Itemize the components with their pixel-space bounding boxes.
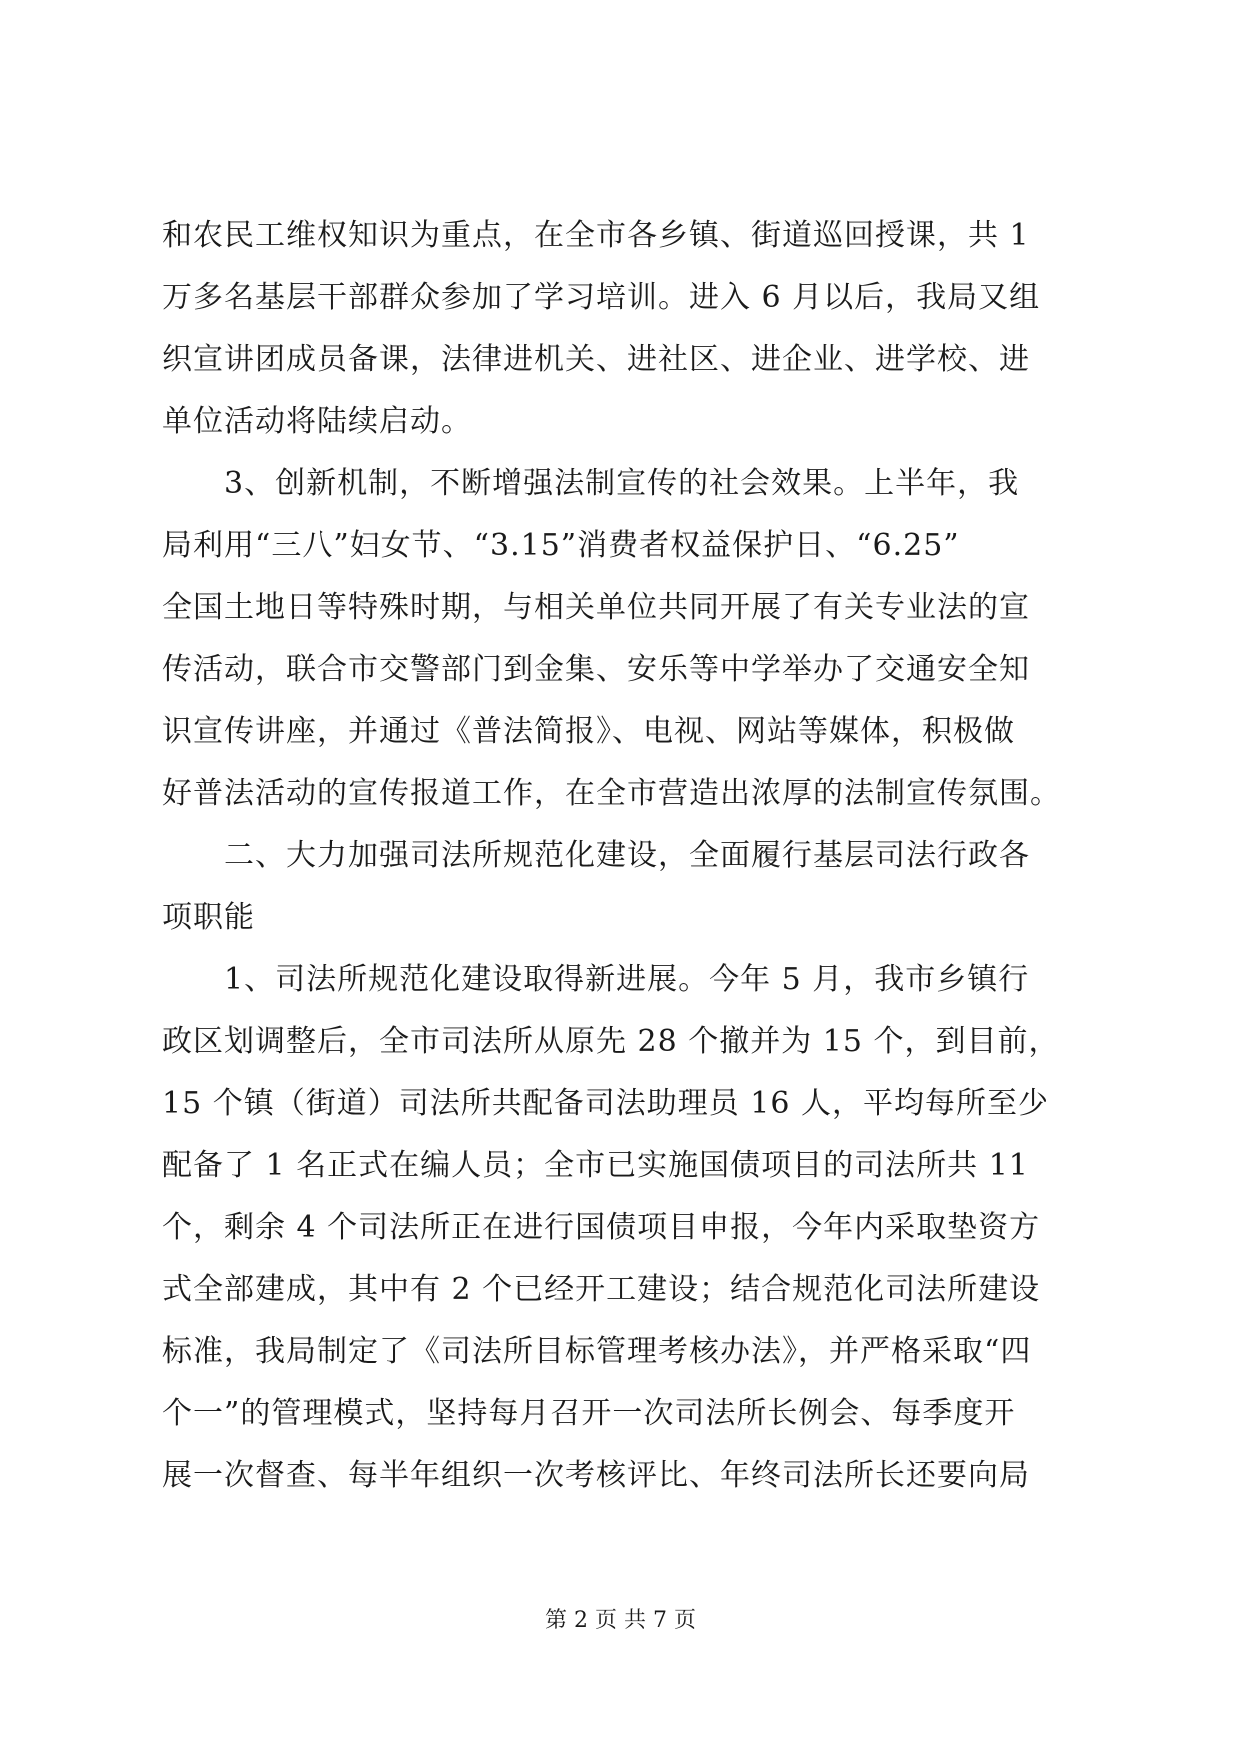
text-line: 好普法活动的宣传报道工作，在全市营造出浓厚的法制宣传氛围。: [162, 776, 1061, 811]
page-number: 第 2 页 共 7 页: [545, 1608, 696, 1633]
text-line: 单位活动将陆续启动。: [162, 404, 472, 439]
document-body: [162, 205, 1082, 1507]
text-line: 和农民工维权知识为重点，在全市各乡镇、街道巡回授课，共 1: [162, 218, 1030, 253]
text-line: 局利用“三八”妇女节、“3.15”消费者权益保护日、“6.25”: [162, 528, 960, 563]
text-line: 个一”的管理模式，坚持每月召开一次司法所长例会、每季度开: [162, 1396, 1016, 1431]
section-heading-line: 项职能: [162, 900, 255, 935]
text-line: 1、司法所规范化建设取得新进展。今年 5 月，我市乡镇行: [162, 962, 1030, 997]
text-line: 展一次督查、每半年组织一次考核评比、年终司法所长还要向局: [162, 1458, 1030, 1493]
section-heading-line: 二、大力加强司法所规范化建设，全面履行基层司法行政各: [162, 838, 1030, 873]
text-line: 万多名基层干部群众参加了学习培训。进入 6 月以后，我局又组: [162, 280, 1041, 315]
text-line: 式全部建成，其中有 2 个已经开工建设；结合规范化司法所建设: [162, 1272, 1041, 1307]
text-line: 配备了 1 名正式在编人员；全市已实施国债项目的司法所共 11: [162, 1148, 1029, 1183]
text-line: 全国土地日等特殊时期，与相关单位共同开展了有关专业法的宣: [162, 590, 1030, 625]
page-footer: [0, 1606, 1241, 1636]
text-line: 织宣讲团成员备课，法律进机关、进社区、进企业、进学校、进: [162, 342, 1030, 377]
text-line: 3、创新机制，不断增强法制宣传的社会效果。上半年，我: [162, 466, 1020, 501]
text-line: 识宣传讲座，并通过《普法简报》、电视、网站等媒体，积极做: [162, 714, 1015, 749]
text-line: 传活动，联合市交警部门到金集、安乐等中学举办了交通安全知: [162, 652, 1030, 687]
text-line: 个，剩余 4 个司法所正在进行国债项目申报，今年内采取垫资方: [162, 1210, 1041, 1245]
text-line: 15 个镇（街道）司法所共配备司法助理员 16 人，平均每所至少: [162, 1086, 1049, 1121]
text-line: 政区划调整后，全市司法所从原先 28 个撤并为 15 个，到目前，: [162, 1024, 1060, 1059]
text-line: 标准，我局制定了《司法所目标管理考核办法》，并严格采取“四: [162, 1334, 1032, 1369]
